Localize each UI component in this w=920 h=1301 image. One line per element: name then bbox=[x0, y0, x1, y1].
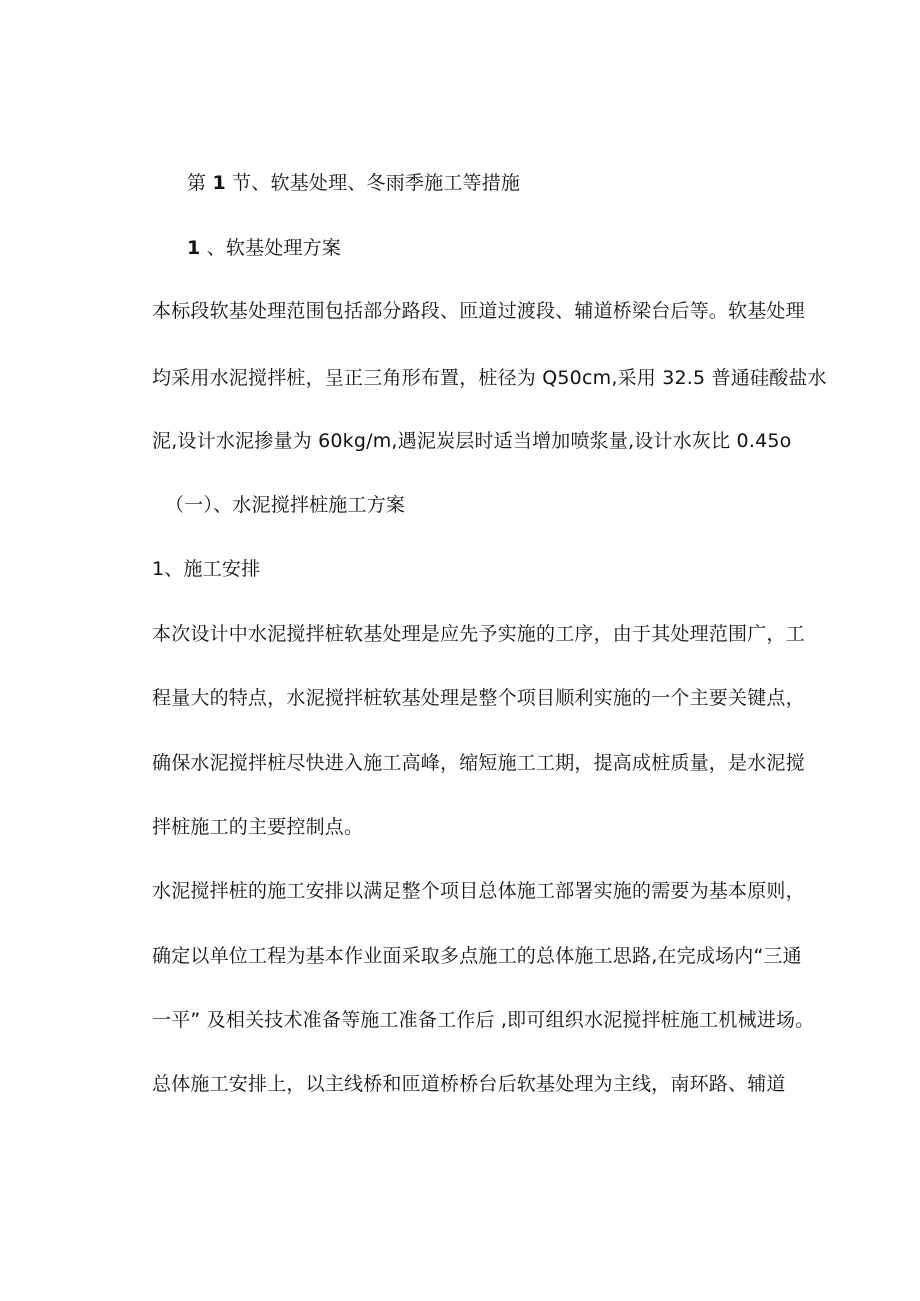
paragraph-1-line-1: 本标段软基处理范围包括部分路段、匝道过渡段、辅道桥梁台后等。软基处理 bbox=[152, 300, 805, 322]
paragraph-1-line-2: 均采用水泥搅拌桩，呈正三角形布置，桩径为 Q50cm,采用 32.5 普通硅酸盐水 bbox=[152, 367, 827, 389]
paragraph-3-line-2: 确定以单位工程为基本作业面采取多点施工的总体施工思路,在完成场内“三通 bbox=[152, 945, 802, 967]
paragraph-2-line-1: 本次设计中水泥搅拌桩软基处理是应先予实施的工序，由于其处理范围广，工 bbox=[152, 623, 805, 645]
section-heading bbox=[187, 170, 520, 196]
section-heading-prefix: 第 bbox=[187, 172, 207, 194]
paragraph-2-line-2: 程量大的特点，水泥搅拌桩软基处理是整个项目顺利实施的一个主要关键点， bbox=[152, 687, 805, 709]
section-heading-number: 1 bbox=[212, 172, 226, 194]
subsection-heading-number: 1 bbox=[187, 237, 201, 259]
paragraph-1-line-3: 泥,设计水泥掺量为 60kg/m,遇泥炭层时适当增加喷浆量,设计水灰比 0.45o bbox=[152, 430, 792, 452]
subsection-heading-text: 、软基处理方案 bbox=[206, 237, 342, 259]
paragraph-3-line-3: 一平” 及相关技术准备等施工准备工作后 ,即可组织水泥搅拌桩施工机械进场。 bbox=[152, 1009, 815, 1031]
paragraph-2-line-4: 拌桩施工的主要控制点。 bbox=[152, 816, 364, 838]
section-heading-text: 节、软基处理、冬雨季施工等措施 bbox=[232, 172, 521, 194]
method-subheading: （一）、水泥搅拌桩施工方案 bbox=[165, 494, 406, 516]
subsection-heading bbox=[187, 235, 341, 261]
paragraph-2-line-3: 确保水泥搅拌桩尽快进入施工高峰，缩短施工工期，提高成桩质量，是水泥搅 bbox=[152, 752, 805, 774]
paragraph-3-line-4: 总体施工安排上，以主线桥和匝道桥桥台后软基处理为主线，南环路、辅道 bbox=[152, 1073, 786, 1095]
item-heading: 1、施工安排 bbox=[152, 558, 261, 580]
paragraph-3-line-1: 水泥搅拌桩的施工安排以满足整个项目总体施工部署实施的需要为基本原则， bbox=[152, 880, 805, 902]
